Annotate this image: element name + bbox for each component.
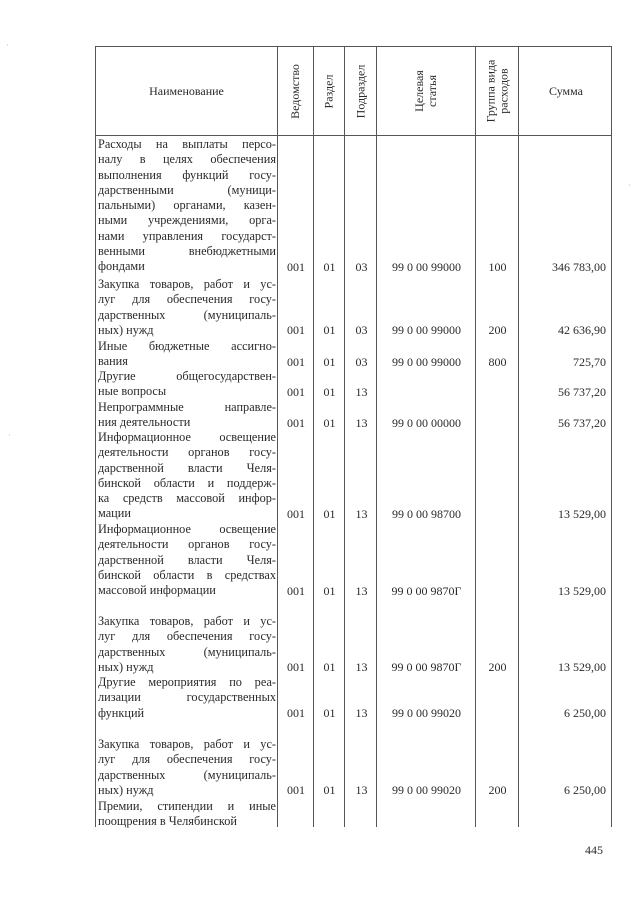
cell-razdel: 01 <box>323 323 336 338</box>
cell-summa: 346 783,00 <box>552 259 606 274</box>
cell-razdel: 01 <box>323 259 336 274</box>
cell-podrazdel: 03 <box>355 354 368 369</box>
cell-vedomstvo: 001 <box>287 384 305 399</box>
table-row <box>96 737 611 798</box>
header-name: Наименование <box>149 83 224 98</box>
table-row <box>96 339 611 370</box>
cell-gruppa: 100 <box>488 259 507 274</box>
table-row <box>96 614 611 675</box>
cell-celevaya-statya: 99 0 00 99000 <box>392 323 461 338</box>
table-row <box>96 522 611 599</box>
table-row <box>96 430 611 522</box>
cell-celevaya-statya: 99 0 00 99020 <box>392 705 461 720</box>
cell-summa: 725,70 <box>573 354 606 369</box>
cell-podrazdel: 13 <box>355 660 368 675</box>
row-name: Закупка товаров, работ и ус- луг для обеспечения госу- дарственных (муниципаль- ных) нужд <box>98 614 276 674</box>
page-number: 445 <box>585 843 603 857</box>
header-razdel: Раздел <box>321 74 336 108</box>
cell-razdel: 01 <box>323 705 336 720</box>
cell-vedomstvo: 001 <box>287 705 305 720</box>
cell-vedomstvo: 001 <box>287 660 305 675</box>
row-name: Расходы на выплаты персо- налу в целях обеспечения выполнения функций госу- дарственными (муници- пальными) органами, казен- ными учреждениями, орга- нами управления государст- венными внебюджетными фондами <box>98 137 276 274</box>
cell-podrazdel: 03 <box>355 259 368 274</box>
row-name: Закупка товаров, работ и ус- луг для обеспечения госу- дарственных (муниципаль- ных) нужд <box>98 737 276 797</box>
table-row <box>96 277 611 338</box>
cell-summa: 42 636,90 <box>558 323 606 338</box>
row-name: Другие общегосударствен- ные вопросы <box>98 369 276 399</box>
cell-vedomstvo: 001 <box>287 354 305 369</box>
row-name: Информационное освещение деятельности органов госу- дарственной власти Челя- бинской области и поддерж- ка средств массовой инфор- мации <box>98 430 276 521</box>
row-name: Непрограммные направле- ния деятельности <box>98 400 276 430</box>
cell-podrazdel: 03 <box>355 323 368 338</box>
cell-summa: 56 737,20 <box>558 384 606 399</box>
cell-summa: 13 529,00 <box>558 583 606 598</box>
cell-vedomstvo: 001 <box>287 259 305 274</box>
table-row <box>96 799 611 830</box>
scan-mark: · <box>628 180 631 190</box>
cell-celevaya-statya: 99 0 00 9870Г <box>391 660 462 675</box>
cell-podrazdel: 13 <box>355 783 368 798</box>
cell-celevaya-statya: 99 0 00 99000 <box>392 259 461 274</box>
cell-razdel: 01 <box>323 384 336 399</box>
cell-vedomstvo: 001 <box>287 583 305 598</box>
cell-vedomstvo: 001 <box>287 415 305 430</box>
cell-podrazdel: 13 <box>355 583 368 598</box>
header-podrazdel: Подраздел <box>353 64 368 118</box>
cell-gruppa: 200 <box>488 783 507 798</box>
cell-podrazdel: 13 <box>355 384 368 399</box>
header-gruppa: Группа вида расходов <box>483 59 510 123</box>
cell-celevaya-statya: 99 0 00 99020 <box>392 783 461 798</box>
cell-podrazdel: 13 <box>355 705 368 720</box>
cell-vedomstvo: 001 <box>287 506 305 521</box>
table-row <box>96 369 611 400</box>
cell-razdel: 01 <box>323 783 336 798</box>
header-vedomstvo: Ведомство <box>288 63 303 119</box>
row-name: Премии, стипендии и иные поощрения в Челябинской <box>98 799 276 829</box>
cell-celevaya-statya: 99 0 00 98700 <box>392 506 461 521</box>
cell-razdel: 01 <box>323 506 336 521</box>
row-name: Закупка товаров, работ и ус- луг для обеспечения госу- дарственных (муниципаль- ных) нужд <box>98 277 276 337</box>
cell-summa: 56 737,20 <box>558 415 606 430</box>
row-name: Информационное освещение деятельности органов госу- дарственной власти Челя- бинской области в средствах массовой информации <box>98 522 276 598</box>
cell-celevaya-statya: 99 0 00 00000 <box>392 415 461 430</box>
scan-mark: · <box>6 40 9 50</box>
cell-vedomstvo: 001 <box>287 783 305 798</box>
header-divider <box>96 135 611 136</box>
cell-summa: 13 529,00 <box>558 660 606 675</box>
cell-podrazdel: 13 <box>355 415 368 430</box>
budget-table <box>95 46 612 827</box>
table-row <box>96 400 611 431</box>
table-row <box>96 137 611 275</box>
cell-razdel: 01 <box>323 354 336 369</box>
cell-summa: 6 250,00 <box>564 783 606 798</box>
table-row <box>96 675 611 721</box>
cell-summa: 6 250,00 <box>564 705 606 720</box>
scan-mark: · <box>8 430 11 440</box>
header-summa: Сумма <box>549 83 583 98</box>
cell-gruppa: 800 <box>488 354 507 369</box>
cell-razdel: 01 <box>323 583 336 598</box>
row-name: Другие мероприятия по реа- лизации государственных функций <box>98 675 276 720</box>
cell-podrazdel: 13 <box>355 506 368 521</box>
cell-gruppa: 200 <box>488 660 507 675</box>
row-name: Иные бюджетные ассигно- вания <box>98 339 276 369</box>
cell-razdel: 01 <box>323 660 336 675</box>
cell-celevaya-statya: 99 0 00 99000 <box>392 354 461 369</box>
cell-summa: 13 529,00 <box>558 506 606 521</box>
cell-celevaya-statya: 99 0 00 9870Г <box>391 583 462 598</box>
cell-gruppa: 200 <box>488 323 507 338</box>
cell-razdel: 01 <box>323 415 336 430</box>
cell-vedomstvo: 001 <box>287 323 305 338</box>
header-celevaya-statya: Целевая статья <box>411 70 439 112</box>
